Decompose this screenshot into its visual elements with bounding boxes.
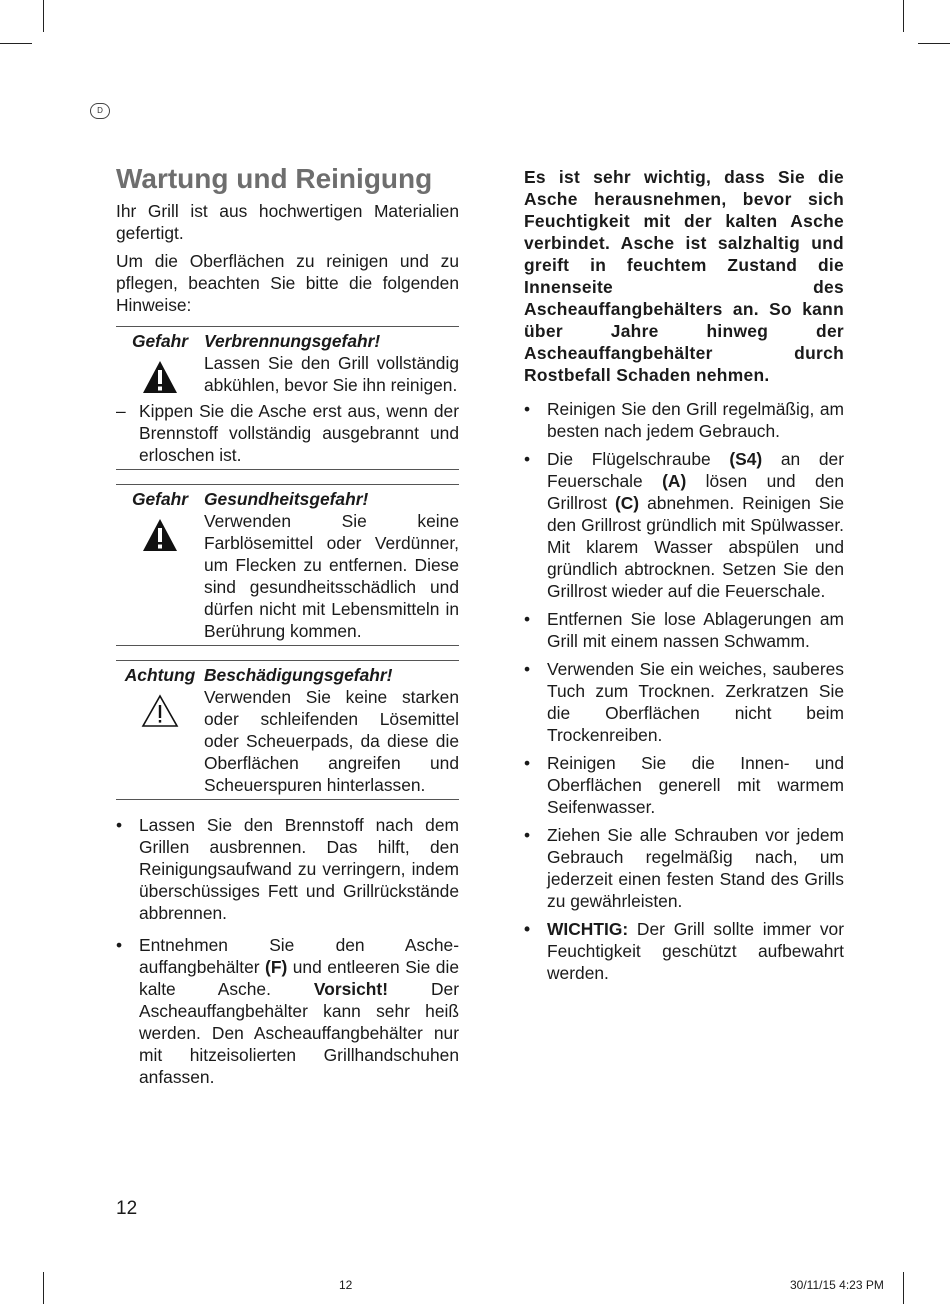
warning-title: Gesundheitsgefahr! — [204, 489, 369, 509]
list-item — [524, 448, 844, 602]
warning-box-damage — [116, 660, 459, 800]
warning-dash-item — [116, 400, 459, 466]
part-ref: (S4) — [729, 449, 763, 469]
list-item — [524, 608, 844, 652]
warning-box-health — [116, 484, 459, 646]
bullet-marker: • — [116, 935, 123, 955]
warning-box-burn — [116, 326, 459, 470]
list-item — [524, 824, 844, 912]
bullet-text: Verwenden Sie ein weiches, sauberes Tuch zum Trocknen. Zerkratzen Sie die Oberflächen nicht beim Trockenreiben. — [547, 659, 844, 745]
warning-filled-icon — [142, 360, 178, 394]
warning-title: Verbrennungsgefahr! — [204, 331, 381, 351]
warning-title: Beschädigungsgefahr! — [204, 665, 393, 685]
bullet-text — [547, 448, 844, 602]
list-item — [524, 658, 844, 746]
bullet-text — [139, 934, 459, 1088]
bullet-marker: • — [524, 399, 531, 419]
bullet-text — [547, 918, 844, 984]
warning-outline-icon — [141, 694, 179, 728]
text-run: und entleeren Sie die kalte Asche. — [139, 957, 460, 999]
bullet-text: Ziehen Sie alle Schrauben vor jedem Gebrauch regelmäßig nach, um jederzeit einen festen Stand des Grills zu gewährleisten. — [547, 825, 844, 911]
caution-word: Vorsicht! — [313, 979, 388, 999]
footer-page: 12 — [339, 1278, 353, 1292]
list-item — [116, 814, 459, 924]
warning-label: Gefahr — [131, 331, 189, 351]
part-ref: (A) — [662, 471, 687, 491]
bullet-marker: • — [116, 815, 123, 835]
language-badge: D — [90, 103, 110, 119]
bullet-marker: • — [524, 919, 531, 939]
warning-label: Gefahr — [131, 489, 189, 509]
text-run: Entnehmen Sie den Ascheauffangbehälter — [139, 935, 459, 977]
footer-timestamp: 30/11/15 4:23 PM — [790, 1278, 884, 1292]
part-ref: (F) — [265, 957, 288, 977]
bullet-text: Lassen Sie den Brennstoff nach dem Grillen ausbrennen. Das hilft, den Reinigungsaufwand zu verringern, indem überschüssiges Fett und Grillrückstände abbrennen. — [139, 815, 459, 923]
list-item — [524, 398, 844, 442]
list-item — [524, 752, 844, 818]
text-run: an der Feuerschale — [547, 449, 844, 491]
crop-mark — [918, 43, 950, 44]
right-column — [524, 166, 844, 990]
bullet-marker: • — [524, 659, 531, 679]
right-bullet-list — [524, 398, 844, 984]
intro-paragraph: Um die Oberflächen zu reinigen und zu pflegen, beachten Sie bitte die folgenden Hinweise: — [116, 251, 459, 315]
important-paragraph: Es ist sehr wichtig, dass Sie die Asche herausnehmen, bevor sich Feuchtigkeit mit der kalten Asche verbindet. Asche ist salzhaltig und greift in feuchtem Zustand die Innenseite des Ascheauffangbehälters an. So kann über Jahre hinweg der Ascheauffangbehälter durch Rostbefall Schaden nehmen. — [524, 167, 844, 385]
text-run: lösen und den Grillrost — [547, 471, 845, 513]
bullet-marker: • — [524, 609, 531, 629]
bullet-marker: • — [524, 753, 531, 773]
bullet-text: Reinigen Sie die Innen- und Oberflächen generell mit warmem Seifenwasser. — [547, 753, 844, 817]
left-bullet-list — [116, 814, 459, 1088]
crop-mark — [43, 1272, 44, 1304]
bullet-marker: • — [524, 449, 531, 469]
important-label: WICHTIG: — [547, 919, 629, 939]
left-column — [116, 162, 459, 1094]
crop-mark — [903, 1272, 904, 1304]
warning-text: Verwenden Sie keine starken oder schleifenden Lösemittel oder Scheuerpads, da diese die Oberflächen angreifen und Scheuerspuren hinterlassen. — [204, 687, 459, 795]
bullet-text: Entfernen Sie lose Ablagerungen am Grill mit einem nassen Schwamm. — [547, 609, 844, 651]
warning-text: Verwenden Sie keine Farblösemittel oder Verdünner, um Flecken zu entfernen. Diese sind gesundheitsschädlich und dürfen nicht mit Lebensmitteln in Berührung kommen. — [204, 511, 459, 641]
bullet-marker: • — [524, 825, 531, 845]
text-run: Der Ascheauffangbehälter kann sehr heiß werden. Den Ascheauffangbehälter nur mit hitzeisolierten Grillhandschuhen anfassen. — [139, 979, 459, 1087]
page-title: Wartung und Reinigung — [116, 163, 433, 194]
list-item — [116, 934, 459, 1088]
crop-mark — [0, 43, 32, 44]
dash-marker: – — [116, 401, 126, 421]
text-run: abnehmen. Reinigen Sie den Grillrost gründlich mit Spülwasser. Mit klarem Wasser abspülen und gründlich abtrocknen. Setzen Sie den Grillrost wieder auf die Feuerschale. — [547, 493, 844, 601]
page-number: 12 — [116, 1198, 138, 1219]
warning-label: Achtung — [124, 665, 196, 685]
part-ref: (C) — [614, 493, 640, 513]
warning-filled-icon — [142, 518, 178, 552]
warning-text: Lassen Sie den Grill vollständig abkühlen, bevor Sie ihn reinigen. — [204, 353, 459, 395]
text-run: Der Grill sollte immer vor Feuchtigkeit geschützt aufbewahrt werden. — [547, 919, 844, 983]
crop-mark — [903, 0, 904, 32]
list-item — [524, 918, 844, 984]
text-run: Die Flügelschraube — [547, 449, 730, 469]
intro-paragraph: Ihr Grill ist aus hochwertigen Materialien gefertigt. — [116, 201, 459, 243]
warning-dash-text: Kippen Sie die Asche erst aus, wenn der Brennstoff vollständig ausgebrannt und erloschen ist. — [139, 401, 459, 465]
bullet-text: Reinigen Sie den Grill regelmäßig, am besten nach jedem Gebrauch. — [547, 399, 844, 441]
crop-mark — [43, 0, 44, 32]
